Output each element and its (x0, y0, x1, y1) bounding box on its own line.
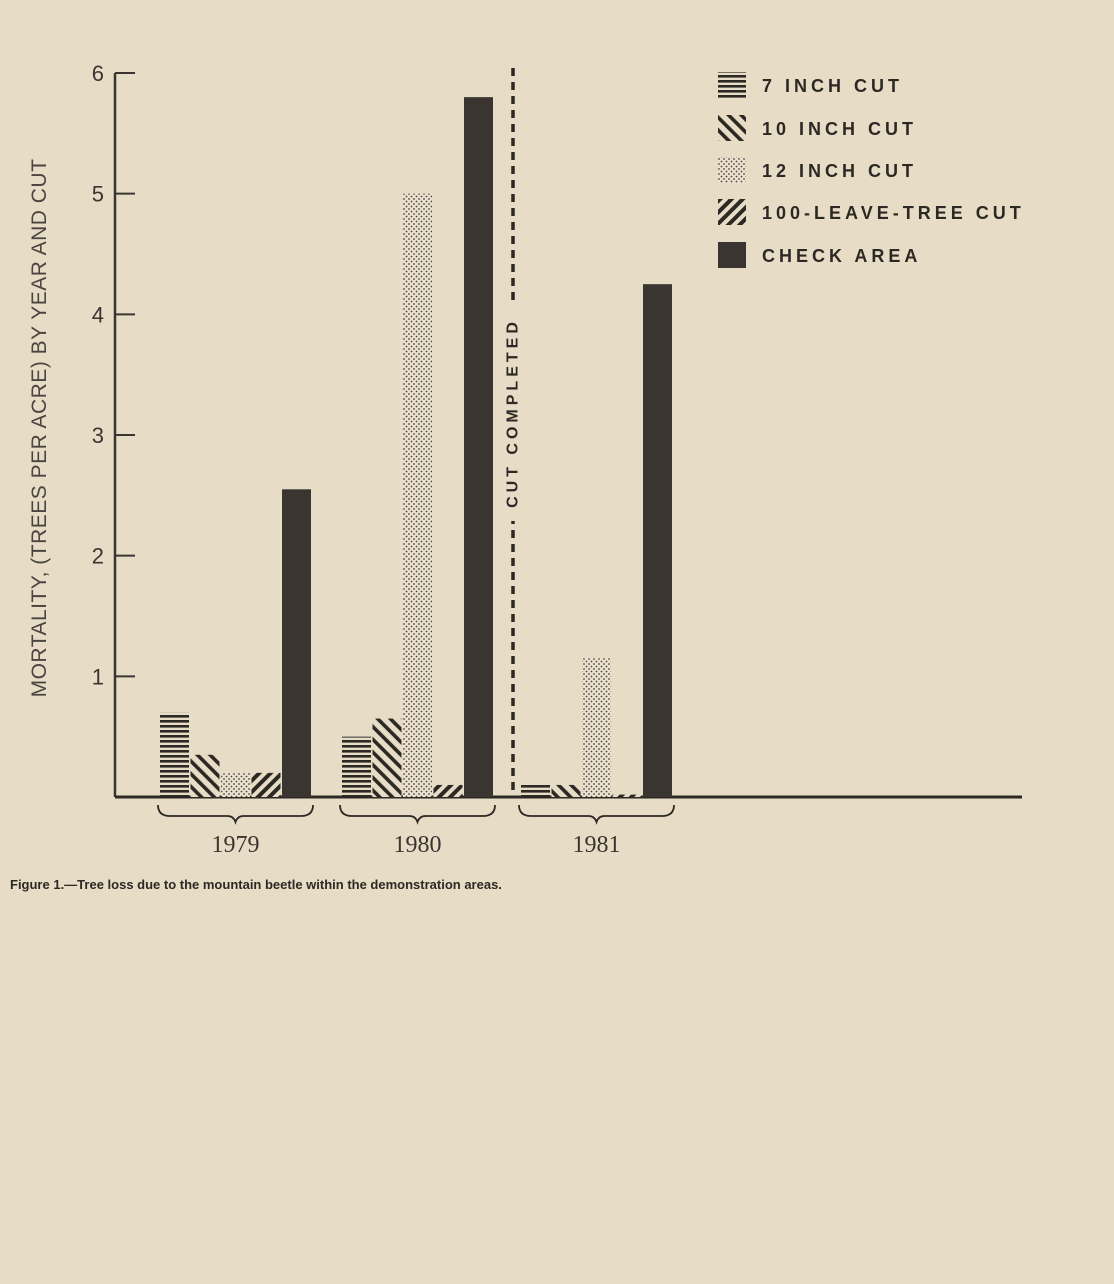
bar-1979-12-inch-cut (221, 773, 250, 797)
annotation-label: CUT COMPLETED (504, 318, 522, 508)
legend-label: 100-LEAVE-TREE CUT (762, 203, 1025, 223)
bar-1979-check-area (282, 489, 311, 797)
category-label-1980: 1980 (393, 832, 442, 858)
y-tick-label: 6 (91, 61, 104, 86)
bar-1980-12-inch-cut (403, 194, 432, 797)
chart-bars (160, 97, 672, 797)
y-tick-label: 4 (91, 302, 104, 328)
bar-1981-7-inch-cut (521, 785, 550, 797)
category-label-1981: 1981 (572, 832, 621, 858)
category-brace (519, 805, 674, 822)
y-axis-label: MORTALITY, (TREES PER ACRE) BY YEAR AND CUT (28, 158, 51, 698)
bar-1979-100-leave-tree-cut (252, 773, 281, 797)
y-tick-label: 5 (91, 181, 104, 207)
bar-1980-100-leave-tree-cut (434, 785, 463, 797)
y-tick-label: 1 (91, 664, 104, 690)
y-tick-label: 3 (91, 423, 104, 448)
legend-label: CHECK AREA (762, 246, 922, 266)
legend-label: 10 INCH CUT (762, 119, 918, 139)
cut-completed-annotation (500, 68, 526, 797)
legend-label: 12 INCH CUT (762, 161, 918, 181)
bar-1980-7-inch-cut (342, 737, 371, 797)
bar-1981-100-leave-tree-cut (613, 795, 642, 797)
category-brace (340, 805, 495, 822)
legend-swatch-7-inch-cut (718, 72, 746, 98)
legend-swatch-check-area (718, 242, 746, 268)
bar-1979-7-inch-cut (160, 713, 189, 797)
bar-1981-10-inch-cut (552, 785, 581, 797)
bar-1981-12-inch-cut (582, 658, 611, 797)
category-labels (158, 805, 674, 858)
legend-swatch-12-inch-cut (718, 157, 746, 183)
legend-swatch-10-inch-cut (718, 115, 746, 141)
category-label-1979: 1979 (211, 832, 260, 858)
bar-1979-10-inch-cut (191, 755, 220, 797)
chart-legend (718, 72, 1025, 268)
bar-1981-check-area (643, 284, 672, 797)
category-brace (158, 805, 313, 822)
legend-swatch-100-leave-tree-cut (718, 199, 746, 225)
y-tick-label: 2 (91, 543, 104, 569)
figure-caption: Figure 1.—Tree loss due to the mountain beetle within the demonstration areas. (10, 877, 502, 892)
bar-1980-check-area (464, 97, 493, 797)
bar-1980-10-inch-cut (373, 719, 402, 797)
legend-label: 7 INCH CUT (762, 76, 904, 96)
